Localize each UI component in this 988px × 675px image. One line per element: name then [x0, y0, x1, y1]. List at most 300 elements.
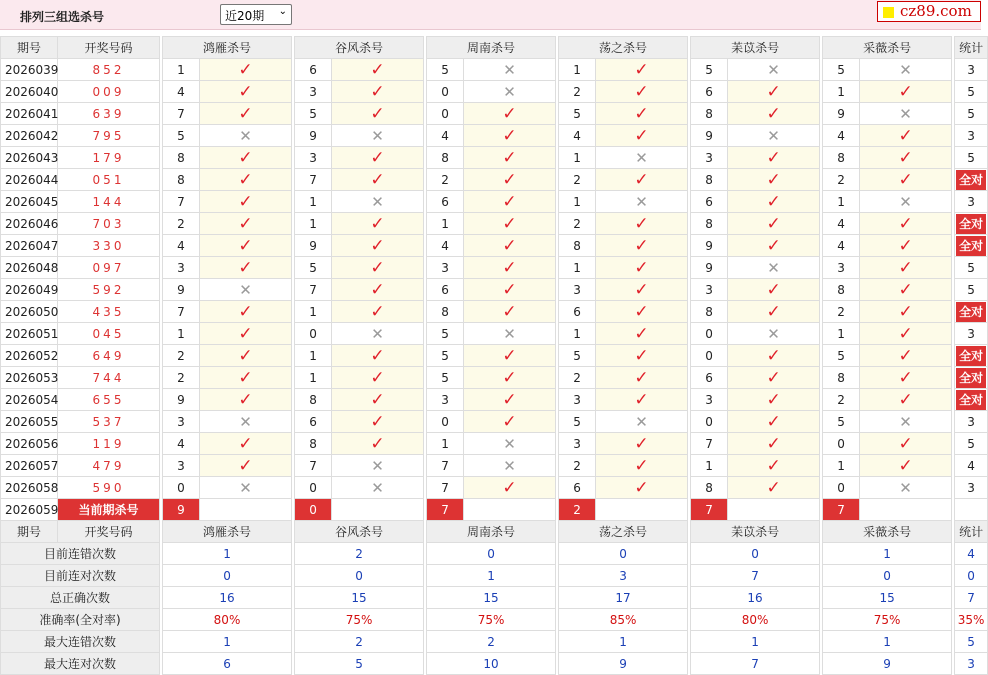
check-icon — [464, 213, 556, 235]
page-title: 排列三组选杀号 — [20, 10, 105, 24]
check-icon — [332, 345, 424, 367]
check-icon — [596, 323, 688, 345]
table-row — [1, 81, 988, 103]
check-icon — [200, 433, 292, 455]
summary-value: 5 — [295, 653, 424, 675]
all-pass-badge: 全对 — [956, 390, 986, 410]
logo-square-icon — [883, 7, 894, 18]
check-icon — [596, 125, 688, 147]
stat-cell: 5 — [955, 257, 988, 279]
kill-number-cell: 1 — [295, 345, 332, 367]
kill-number-cell: 1 — [295, 213, 332, 235]
check-icon — [464, 301, 556, 323]
check-icon — [728, 455, 820, 477]
table-row — [1, 389, 988, 411]
summary-value: 0 — [295, 565, 424, 587]
kill-number-cell: 4 — [559, 125, 596, 147]
summary-label: 总正确次数 — [1, 587, 160, 609]
table-row — [1, 59, 988, 81]
kill-number-cell: 7 — [163, 103, 200, 125]
summary-value: 75% — [295, 609, 424, 631]
check-icon — [596, 81, 688, 103]
cross-icon — [860, 477, 952, 499]
kill-number-cell: 6 — [559, 477, 596, 499]
check-icon — [596, 257, 688, 279]
table-row — [1, 125, 988, 147]
check-icon — [596, 59, 688, 81]
check-icon — [728, 103, 820, 125]
summary-value: 75% — [823, 609, 952, 631]
summary-label: 目前连对次数 — [1, 565, 160, 587]
stat-cell — [955, 301, 988, 323]
period-range-select[interactable] — [220, 4, 292, 25]
all-pass-badge: 全对 — [956, 236, 986, 256]
header-method-2: 谷风杀号 — [295, 37, 424, 59]
kill-number-cell: 6 — [295, 59, 332, 81]
kill-number-cell: 8 — [427, 301, 464, 323]
period-cell: 2026052 — [1, 345, 58, 367]
check-icon — [200, 191, 292, 213]
summary-value: 0 — [559, 543, 688, 565]
kill-number-cell: 0 — [823, 477, 860, 499]
summary-stat-value: 7 — [955, 587, 988, 609]
period-cell: 2026058 — [1, 477, 58, 499]
check-icon — [860, 147, 952, 169]
summary-value: 0 — [163, 565, 292, 587]
check-icon — [596, 235, 688, 257]
kill-number-cell: 3 — [427, 257, 464, 279]
draw-number-cell: 179 — [58, 147, 160, 169]
kill-number-cell: 8 — [691, 477, 728, 499]
check-icon — [464, 367, 556, 389]
check-icon — [200, 389, 292, 411]
summary-value: 6 — [163, 653, 292, 675]
kill-number-cell: 9 — [823, 103, 860, 125]
summary-value: 80% — [691, 609, 820, 631]
summary-value: 0 — [427, 543, 556, 565]
cross-icon — [596, 191, 688, 213]
kill-number-cell: 3 — [559, 279, 596, 301]
cross-icon — [728, 59, 820, 81]
kill-number-cell: 7 — [691, 433, 728, 455]
kill-number-cell: 7 — [295, 169, 332, 191]
kill-number-cell: 5 — [823, 345, 860, 367]
draw-number-cell: 852 — [58, 59, 160, 81]
kill-number-cell: 7 — [427, 477, 464, 499]
cross-icon — [860, 59, 952, 81]
kill-number-cell: 0 — [823, 433, 860, 455]
draw-number-cell: 435 — [58, 301, 160, 323]
check-icon — [860, 213, 952, 235]
period-cell: 2026050 — [1, 301, 58, 323]
kill-number-cell: 5 — [427, 323, 464, 345]
summary-row — [1, 653, 988, 675]
table-row — [1, 301, 988, 323]
kill-number-cell: 6 — [427, 279, 464, 301]
check-icon — [332, 279, 424, 301]
draw-number-cell: 009 — [58, 81, 160, 103]
table-row — [1, 191, 988, 213]
kill-number-cell: 5 — [823, 411, 860, 433]
check-icon — [200, 455, 292, 477]
check-icon — [332, 411, 424, 433]
period-cell: 2026053 — [1, 367, 58, 389]
period-cell: 2026051 — [1, 323, 58, 345]
summary-row — [1, 587, 988, 609]
kill-number-cell: 6 — [295, 411, 332, 433]
cross-icon — [464, 433, 556, 455]
check-icon — [200, 59, 292, 81]
kill-number-cell: 8 — [823, 147, 860, 169]
kill-number-cell: 7 — [295, 455, 332, 477]
kill-number-cell: 1 — [559, 191, 596, 213]
draw-number-cell: 795 — [58, 125, 160, 147]
kill-number-cell: 1 — [295, 191, 332, 213]
summary-label: 最大连错次数 — [1, 631, 160, 653]
check-icon — [596, 103, 688, 125]
empty-cell — [332, 499, 424, 521]
check-icon — [728, 191, 820, 213]
check-icon — [728, 301, 820, 323]
draw-number-cell: 655 — [58, 389, 160, 411]
summary-value: 7 — [691, 565, 820, 587]
period-cell: 2026055 — [1, 411, 58, 433]
draw-number-cell: 330 — [58, 235, 160, 257]
period-cell: 2026045 — [1, 191, 58, 213]
summary-row — [1, 609, 988, 631]
period-cell: 2026046 — [1, 213, 58, 235]
chevron-down-icon: ⌄ — [278, 6, 287, 17]
logo-text: cz89.com — [900, 2, 972, 20]
current-kill-number: 2 — [559, 499, 596, 521]
draw-number-cell: 590 — [58, 477, 160, 499]
summary-value: 17 — [559, 587, 688, 609]
kill-number-cell: 5 — [427, 59, 464, 81]
kill-number-cell: 1 — [559, 59, 596, 81]
summary-value: 16 — [163, 587, 292, 609]
stat-cell — [955, 367, 988, 389]
draw-number-cell: 097 — [58, 257, 160, 279]
kill-number-cell: 3 — [295, 81, 332, 103]
kill-number-cell: 8 — [823, 367, 860, 389]
check-icon — [728, 147, 820, 169]
period-cell: 2026056 — [1, 433, 58, 455]
check-icon — [860, 257, 952, 279]
kill-number-cell: 4 — [163, 433, 200, 455]
summary-stat-value: 5 — [955, 631, 988, 653]
header-method-3: 周南杀号 — [427, 37, 556, 59]
top-bar — [0, 0, 981, 30]
kill-number-cell: 0 — [163, 477, 200, 499]
kill-number-cell: 6 — [691, 367, 728, 389]
check-icon — [464, 147, 556, 169]
cross-icon — [860, 191, 952, 213]
kill-number-table — [0, 36, 988, 675]
cross-icon — [860, 411, 952, 433]
summary-value: 2 — [295, 631, 424, 653]
kill-number-cell: 5 — [427, 367, 464, 389]
period-cell: 2026047 — [1, 235, 58, 257]
kill-number-cell: 1 — [559, 257, 596, 279]
kill-number-cell: 2 — [559, 213, 596, 235]
table-row — [1, 169, 988, 191]
empty-cell — [464, 499, 556, 521]
kill-number-cell: 9 — [295, 235, 332, 257]
cross-icon — [464, 81, 556, 103]
kill-number-cell: 3 — [427, 389, 464, 411]
check-icon — [332, 59, 424, 81]
current-kill-number: 7 — [823, 499, 860, 521]
check-icon — [200, 169, 292, 191]
check-icon — [464, 191, 556, 213]
kill-number-cell: 4 — [163, 235, 200, 257]
header-stat: 统计 — [955, 521, 988, 543]
current-kill-number: 7 — [691, 499, 728, 521]
summary-value: 1 — [823, 543, 952, 565]
kill-number-cell: 5 — [559, 345, 596, 367]
table-row — [1, 367, 988, 389]
kill-number-cell: 8 — [691, 213, 728, 235]
kill-number-cell: 1 — [823, 191, 860, 213]
kill-number-cell: 7 — [163, 301, 200, 323]
kill-number-cell: 4 — [823, 235, 860, 257]
current-kill-label: 当前期杀号 — [58, 499, 160, 521]
kill-number-cell: 1 — [427, 433, 464, 455]
table-row — [1, 279, 988, 301]
header-draw: 开奖号码 — [58, 37, 160, 59]
check-icon — [860, 389, 952, 411]
current-kill-number: 9 — [163, 499, 200, 521]
summary-value: 15 — [823, 587, 952, 609]
check-icon — [332, 257, 424, 279]
check-icon — [728, 367, 820, 389]
check-icon — [332, 103, 424, 125]
summary-value: 15 — [427, 587, 556, 609]
header-period: 期号 — [1, 521, 58, 543]
table-row — [1, 323, 988, 345]
kill-number-cell: 5 — [295, 103, 332, 125]
check-icon — [200, 367, 292, 389]
kill-number-cell: 5 — [295, 257, 332, 279]
kill-number-cell: 5 — [427, 345, 464, 367]
all-pass-badge: 全对 — [956, 346, 986, 366]
table-row — [1, 433, 988, 455]
stat-cell — [955, 389, 988, 411]
summary-value: 1 — [691, 631, 820, 653]
kill-number-cell: 6 — [427, 191, 464, 213]
summary-stat-value: 4 — [955, 543, 988, 565]
stat-cell: 5 — [955, 279, 988, 301]
header-stat: 统计 — [955, 37, 988, 59]
kill-number-cell: 3 — [691, 279, 728, 301]
kill-number-cell: 2 — [163, 345, 200, 367]
check-icon — [596, 389, 688, 411]
check-icon — [464, 103, 556, 125]
summary-stat-value: 3 — [955, 653, 988, 675]
stat-cell: 5 — [955, 147, 988, 169]
stat-cell: 5 — [955, 433, 988, 455]
kill-number-cell: 0 — [427, 411, 464, 433]
summary-header-row — [1, 521, 988, 543]
period-cell: 2026039 — [1, 59, 58, 81]
check-icon — [728, 279, 820, 301]
header-method-5: 苿苡杀号 — [691, 37, 820, 59]
check-icon — [860, 433, 952, 455]
summary-row — [1, 543, 988, 565]
check-icon — [860, 367, 952, 389]
check-icon — [464, 477, 556, 499]
summary-value: 75% — [427, 609, 556, 631]
check-icon — [728, 389, 820, 411]
kill-number-cell: 3 — [163, 455, 200, 477]
draw-number-cell: 649 — [58, 345, 160, 367]
kill-number-cell: 4 — [163, 81, 200, 103]
draw-number-cell: 119 — [58, 433, 160, 455]
kill-number-cell: 2 — [823, 169, 860, 191]
period-cell: 2026040 — [1, 81, 58, 103]
stat-cell: 3 — [955, 411, 988, 433]
check-icon — [728, 81, 820, 103]
header-method-1: 鸿雁杀号 — [163, 521, 292, 543]
kill-number-cell: 8 — [691, 103, 728, 125]
check-icon — [860, 125, 952, 147]
kill-number-cell: 2 — [163, 213, 200, 235]
check-icon — [200, 103, 292, 125]
cross-icon — [464, 323, 556, 345]
table-row — [1, 213, 988, 235]
cross-icon — [200, 125, 292, 147]
summary-value: 0 — [691, 543, 820, 565]
summary-row — [1, 631, 988, 653]
all-pass-badge: 全对 — [956, 368, 986, 388]
check-icon — [200, 345, 292, 367]
kill-number-cell: 9 — [691, 257, 728, 279]
cross-icon — [332, 455, 424, 477]
header-draw: 开奖号码 — [58, 521, 160, 543]
empty-cell — [728, 499, 820, 521]
table-row — [1, 455, 988, 477]
kill-number-cell: 2 — [823, 301, 860, 323]
stat-cell: 5 — [955, 103, 988, 125]
stat-cell: 5 — [955, 81, 988, 103]
kill-number-cell: 8 — [163, 147, 200, 169]
site-logo[interactable] — [877, 1, 981, 22]
check-icon — [596, 455, 688, 477]
table-row — [1, 103, 988, 125]
table-row — [1, 477, 988, 499]
kill-number-cell: 6 — [559, 301, 596, 323]
kill-number-cell: 5 — [559, 103, 596, 125]
kill-number-cell: 5 — [559, 411, 596, 433]
kill-number-cell: 0 — [427, 81, 464, 103]
kill-number-cell: 5 — [691, 59, 728, 81]
summary-label: 准确率(全对率) — [1, 609, 160, 631]
table-row — [1, 411, 988, 433]
kill-number-cell: 1 — [295, 367, 332, 389]
check-icon — [596, 433, 688, 455]
current-period-row — [1, 499, 988, 521]
check-icon — [728, 345, 820, 367]
kill-number-cell: 9 — [691, 235, 728, 257]
stat-cell — [955, 169, 988, 191]
summary-value: 1 — [427, 565, 556, 587]
cross-icon — [200, 279, 292, 301]
check-icon — [728, 433, 820, 455]
header-period: 期号 — [1, 37, 58, 59]
empty-cell — [596, 499, 688, 521]
check-icon — [596, 169, 688, 191]
kill-number-cell: 1 — [163, 323, 200, 345]
table-header-row — [1, 37, 988, 59]
kill-number-cell: 3 — [691, 147, 728, 169]
cross-icon — [464, 59, 556, 81]
kill-number-cell: 0 — [427, 103, 464, 125]
header-method-6: 采薇杀号 — [823, 521, 952, 543]
check-icon — [860, 301, 952, 323]
kill-number-cell: 8 — [691, 169, 728, 191]
kill-number-cell: 2 — [823, 389, 860, 411]
period-cell: 2026054 — [1, 389, 58, 411]
kill-number-cell: 8 — [163, 169, 200, 191]
stat-cell — [955, 235, 988, 257]
empty-cell — [860, 499, 952, 521]
kill-number-cell: 3 — [163, 257, 200, 279]
kill-number-cell: 1 — [823, 81, 860, 103]
kill-number-cell: 2 — [559, 367, 596, 389]
check-icon — [596, 301, 688, 323]
check-icon — [200, 213, 292, 235]
kill-number-cell: 2 — [427, 169, 464, 191]
check-icon — [464, 257, 556, 279]
check-icon — [728, 411, 820, 433]
kill-number-cell: 0 — [295, 477, 332, 499]
summary-value: 9 — [823, 653, 952, 675]
kill-number-cell: 1 — [559, 323, 596, 345]
kill-number-cell: 6 — [691, 81, 728, 103]
header-method-3: 周南杀号 — [427, 521, 556, 543]
kill-number-cell: 1 — [295, 301, 332, 323]
kill-number-cell: 0 — [295, 323, 332, 345]
summary-value: 1 — [823, 631, 952, 653]
check-icon — [332, 301, 424, 323]
summary-value: 15 — [295, 587, 424, 609]
header-method-1: 鸿雁杀号 — [163, 37, 292, 59]
period-cell: 2026041 — [1, 103, 58, 125]
period-cell: 2026048 — [1, 257, 58, 279]
check-icon — [464, 235, 556, 257]
kill-number-cell: 8 — [427, 147, 464, 169]
kill-number-cell: 1 — [427, 213, 464, 235]
check-icon — [200, 81, 292, 103]
draw-number-cell: 744 — [58, 367, 160, 389]
kill-number-cell: 3 — [559, 389, 596, 411]
check-icon — [464, 169, 556, 191]
kill-number-cell: 3 — [163, 411, 200, 433]
kill-number-cell: 8 — [823, 279, 860, 301]
summary-stat-value: 0 — [955, 565, 988, 587]
check-icon — [332, 367, 424, 389]
draw-number-cell: 144 — [58, 191, 160, 213]
check-icon — [200, 235, 292, 257]
cross-icon — [200, 477, 292, 499]
table-row — [1, 147, 988, 169]
cross-icon — [332, 323, 424, 345]
check-icon — [596, 345, 688, 367]
cross-icon — [200, 411, 292, 433]
check-icon — [200, 257, 292, 279]
table-row — [1, 257, 988, 279]
kill-number-cell: 8 — [559, 235, 596, 257]
